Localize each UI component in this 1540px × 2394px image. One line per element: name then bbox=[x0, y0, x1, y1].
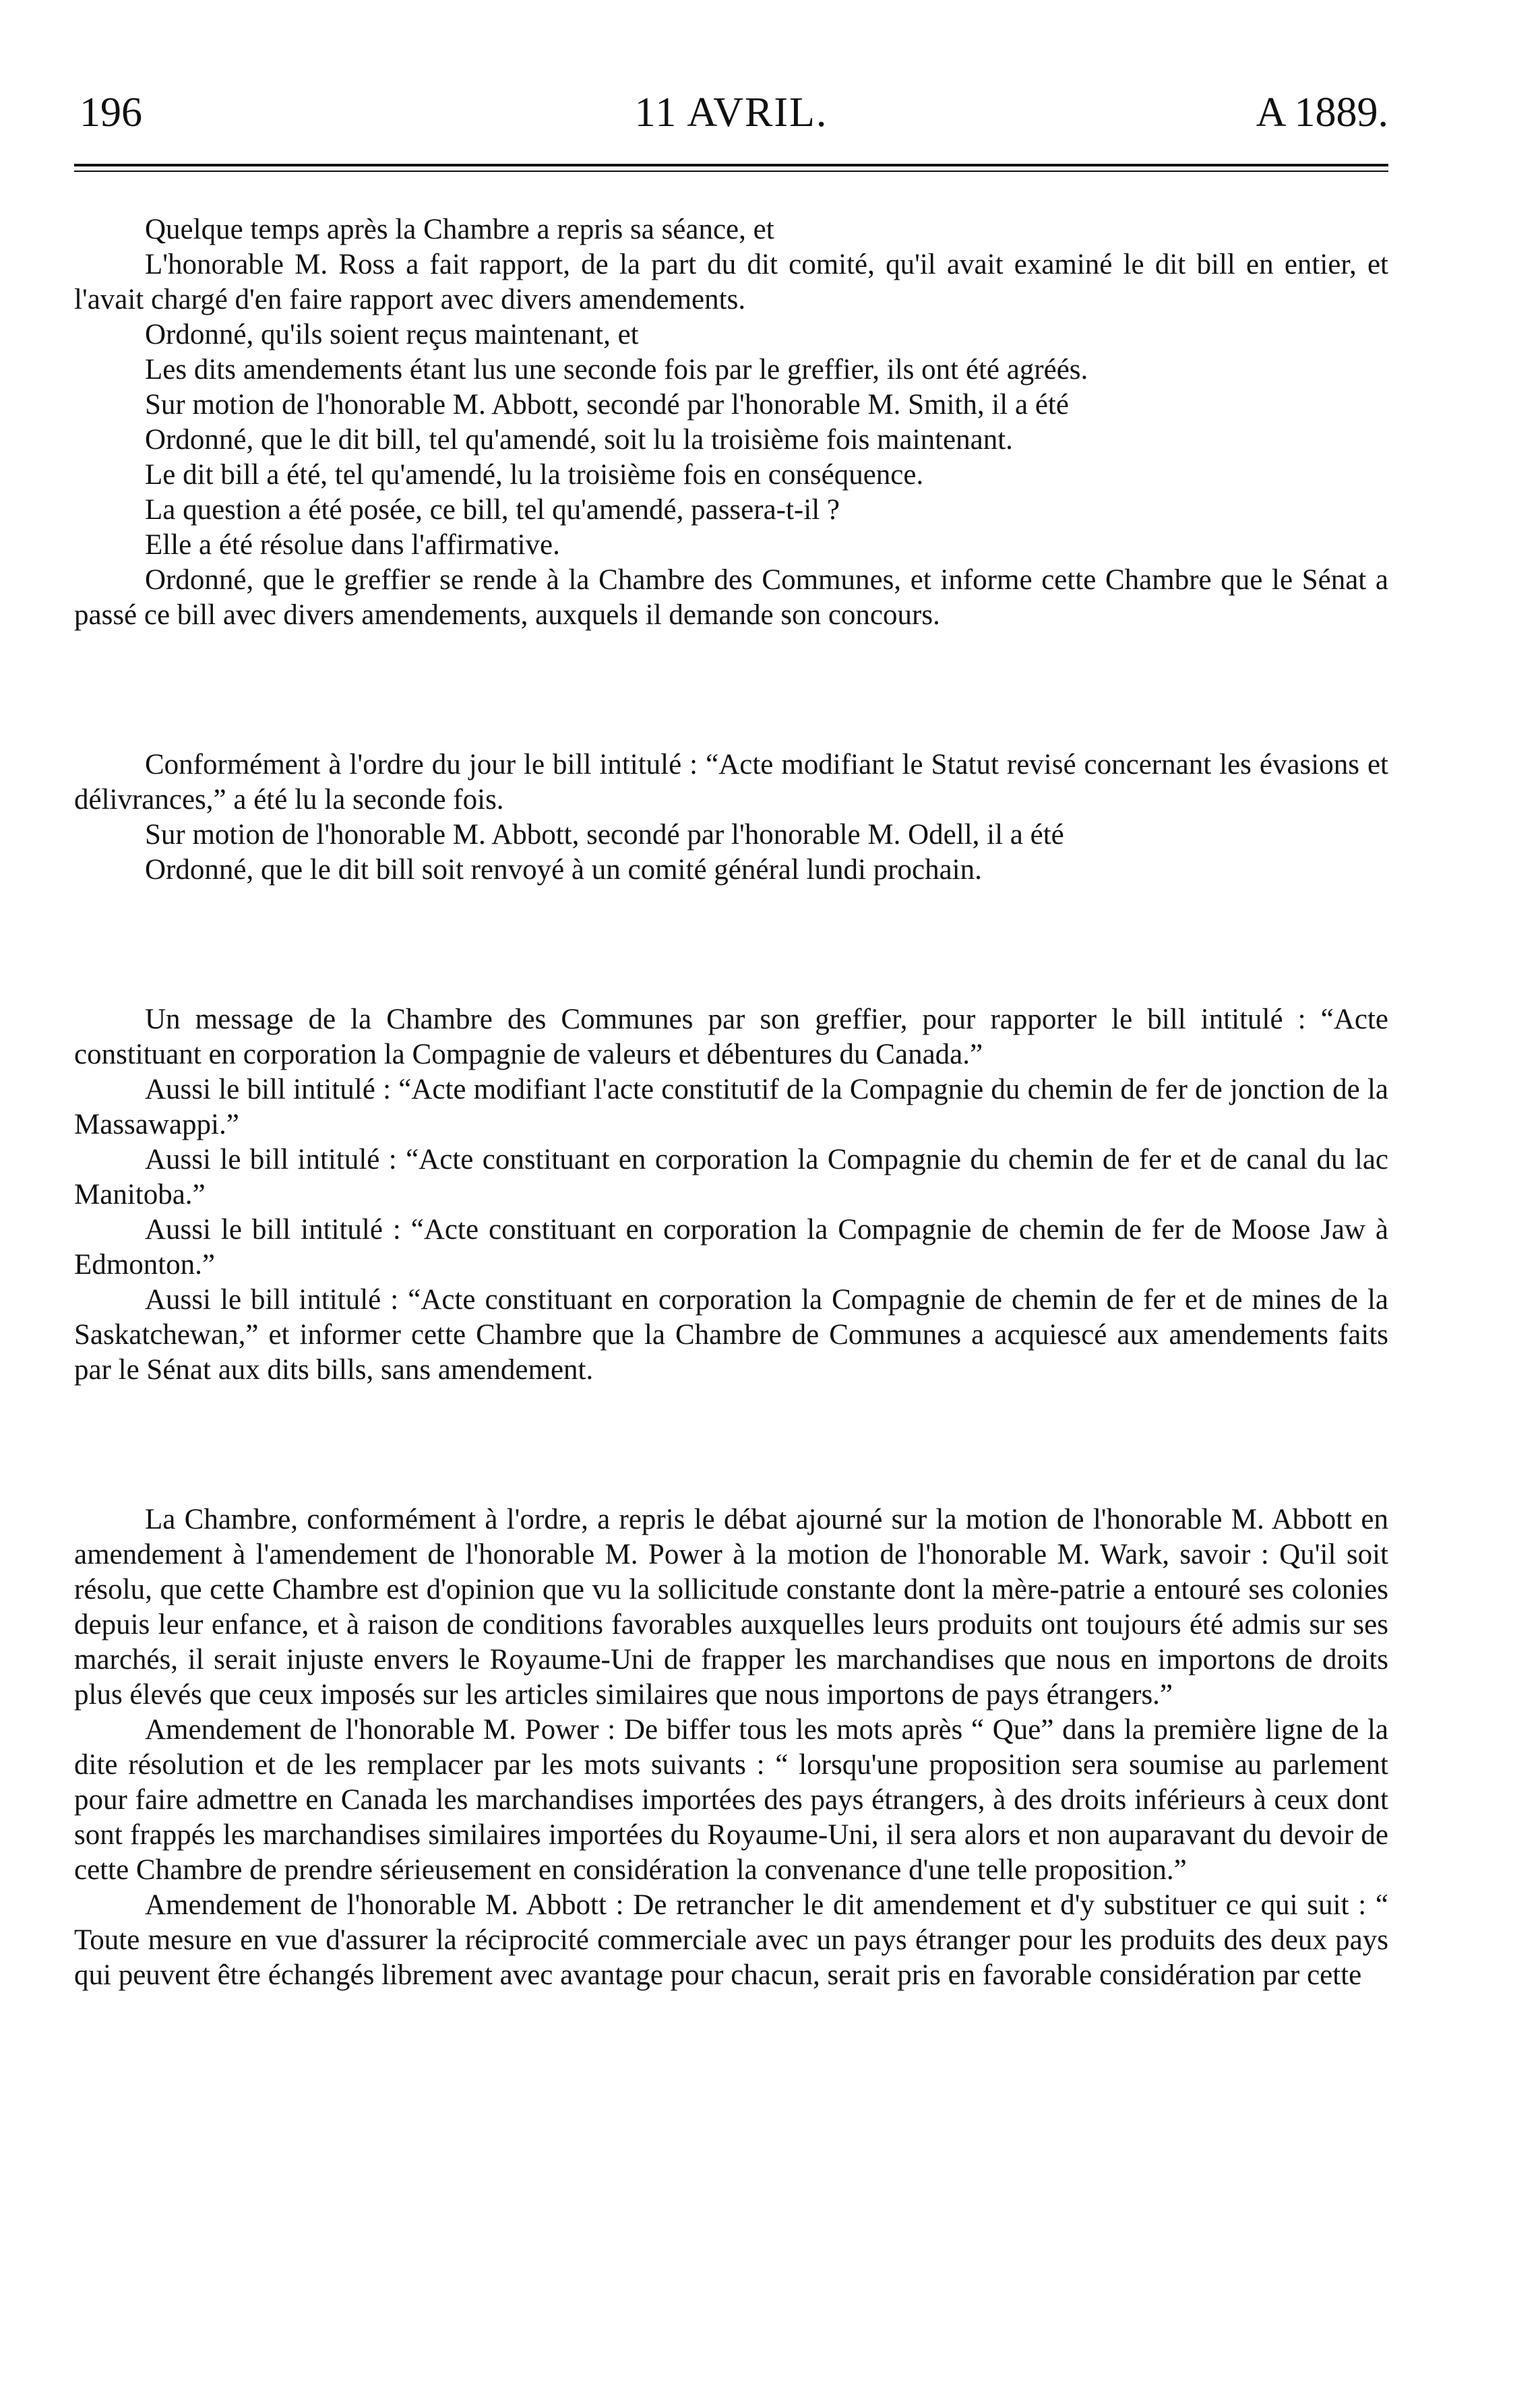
paragraph: Elle a été résolue dans l'affirmative. bbox=[145, 529, 560, 561]
section-committee-report bbox=[74, 212, 1388, 633]
paragraph: Les dits amendements étant lus une seconde fois par le greffier, ils ont été agréés. bbox=[145, 354, 1088, 386]
paragraph: L'honorable M. Ross a fait rapport, de la part du dit comité, qu'il avait examiné le dit bill en entier, et l'avait chargé d'en faire rapport avec divers amendements. bbox=[74, 249, 1388, 315]
paragraph: Ordonné, que le dit bill soit renvoyé à un comité général lundi prochain. bbox=[145, 854, 982, 886]
paragraph: Aussi le bill intitulé : “Acte modifiant l'acte constitutif de la Compagnie du chemin de fer de jonction de la Massawappi.” bbox=[74, 1074, 1388, 1140]
paragraph: Amendement de l'honorable M. Power : De biffer tous les mots après “ Que” dans la première ligne de la dite résolution et de les remplacer par les mots suivants : “ lorsqu'une proposition sera soumise au parlement pour faire admettre en Canada les marchandises importées des pays étrangers, à des droits inférieurs à ceux dont sont frappés les marchandises similaires importées du Royaume-Uni, il sera alors et non auparavant du devoir de cette Chambre de prendre sérieusement en considération la convenance d'une telle proposition.” bbox=[74, 1714, 1388, 1886]
paragraph: Le dit bill a été, tel qu'amendé, lu la troisième fois en conséquence. bbox=[145, 459, 924, 491]
paragraph: Ordonné, qu'ils soient reçus maintenant, et bbox=[145, 319, 639, 350]
section-gap bbox=[74, 633, 1388, 747]
section-debate bbox=[74, 1502, 1388, 1993]
paragraph: Aussi le bill intitulé : “Acte constituant en corporation la Compagnie du chemin de fer et de canal du lac Manitoba.” bbox=[74, 1144, 1388, 1210]
paragraph: Un message de la Chambre des Communes par son greffier, pour rapporter le bill intitulé : “Acte constituant en corporation la Compagnie de valeurs et débentures du Canada.” bbox=[74, 1004, 1388, 1070]
running-year: A 1889. bbox=[1256, 90, 1388, 135]
paragraph: Ordonné, que le dit bill, tel qu'amendé, soit lu la troisième fois maintenant. bbox=[145, 424, 1013, 456]
paragraph: Amendement de l'honorable M. Abbott : De retrancher le dit amendement et d'y substituer ce qui suit : “ Toute mesure en vue d'assurer la réciprocité commerciale avec un pays étranger pour les produits des deux pays qui peuvent être échangés librement avec avantage pour chacun, serait pris en favorable considération par cette bbox=[74, 1889, 1388, 1991]
section-commons-message bbox=[74, 1002, 1388, 1388]
paragraph: La question a été posée, ce bill, tel qu'amendé, passera-t-il ? bbox=[145, 494, 840, 526]
section-second-reading bbox=[74, 747, 1388, 888]
paragraph: Ordonné, que le greffier se rende à la Chambre des Communes, et informe cette Chambre que le Sénat a passé ce bill avec divers amendements, auxquels il demande son concours. bbox=[74, 564, 1388, 631]
section-gap bbox=[74, 888, 1388, 1002]
paragraph: Sur motion de l'honorable M. Abbott, secondé par l'honorable M. Odell, il a été bbox=[145, 819, 1064, 851]
section-gap bbox=[74, 1388, 1388, 1502]
paragraph: Quelque temps après la Chambre a repris sa séance, et bbox=[145, 214, 774, 245]
paragraph: La Chambre, conformément à l'ordre, a repris le débat ajourné sur la motion de l'honorable M. Abbott en amendement à l'amendement de l'honorable M. Power à la motion de l'honorable M. Wark, savoir : Qu'il soit résolu, que cette Chambre est d'opinion que vu la sollicitude constante dont la mère-patrie a entouré ses colonies depuis leur enfance, et à raison de conditions favorables auxquelles leurs produits ont toujours été admis sur ses marchés, il serait injuste envers le Royaume-Uni de frapper les marchandises que nous en importons de droits plus élevés que ceux imposés sur les articles similaires que nous importons de pays étrangers.” bbox=[74, 1504, 1388, 1711]
paragraph: Aussi le bill intitulé : “Acte constituant en corporation la Compagnie de chemin de fer de Moose Jaw à Edmonton.” bbox=[74, 1214, 1388, 1281]
running-date: 11 AVRIL. bbox=[634, 90, 828, 135]
page-body bbox=[74, 212, 1388, 1993]
running-header bbox=[74, 81, 1388, 145]
page-number: 196 bbox=[80, 90, 142, 135]
header-rule bbox=[74, 164, 1388, 172]
paragraph: Sur motion de l'honorable M. Abbott, secondé par l'honorable M. Smith, il a été bbox=[145, 389, 1069, 421]
paragraph: Aussi le bill intitulé : “Acte constituant en corporation la Compagnie de chemin de fer et de mines de la Saskatchewan,” et informer cette Chambre que la Chambre de Communes a acquiescé aux amendements faits par le Sénat aux dits bills, sans amendement. bbox=[74, 1284, 1388, 1386]
journal-page bbox=[74, 81, 1388, 1993]
paragraph: Conformément à l'ordre du jour le bill intitulé : “Acte modifiant le Statut revisé concernant les évasions et délivrances,” a été lu la seconde fois. bbox=[74, 749, 1388, 816]
